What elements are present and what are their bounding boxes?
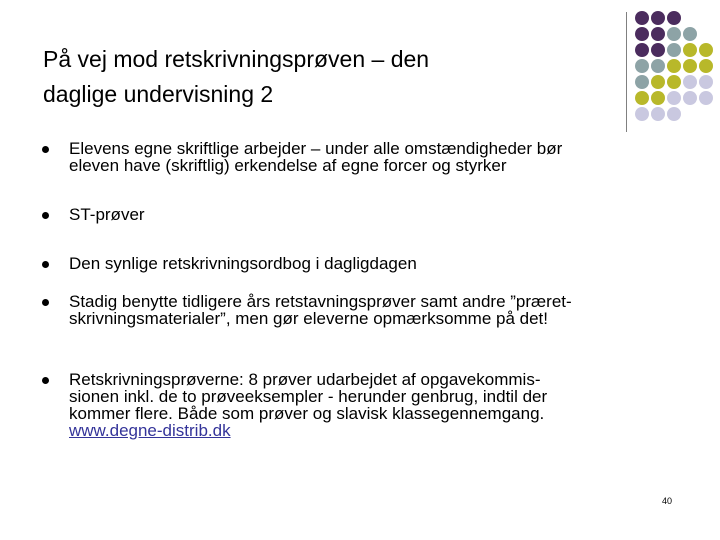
slide-title-line-1: På vej mod retskrivningsprøven – den bbox=[43, 46, 430, 72]
decorative-dot bbox=[699, 91, 713, 105]
decorative-dot bbox=[635, 75, 649, 89]
decorative-dot bbox=[667, 43, 681, 57]
page-number: 40 bbox=[662, 496, 673, 506]
divider-line bbox=[626, 12, 627, 132]
slide-title bbox=[43, 42, 429, 112]
decorative-dot bbox=[683, 59, 697, 73]
decorative-dot bbox=[651, 107, 665, 121]
decorative-dot bbox=[699, 75, 713, 89]
bullet-icon bbox=[42, 146, 49, 153]
decorative-dot bbox=[651, 59, 665, 73]
bullet-icon bbox=[42, 261, 49, 268]
decorative-dot bbox=[667, 75, 681, 89]
list-item-text bbox=[69, 255, 659, 272]
list-item-line: Stadig benytte tidligere års retstavningsprøver samt andre ”præret- bbox=[69, 292, 572, 311]
decorative-dot bbox=[635, 59, 649, 73]
list-item-line: Retskrivningsprøverne: 8 prøver udarbejdet af opgavekommis- bbox=[69, 370, 541, 389]
decorative-dot bbox=[635, 107, 649, 121]
decorative-dot bbox=[699, 59, 713, 73]
decorative-dot bbox=[651, 27, 665, 41]
decorative-dot bbox=[635, 11, 649, 25]
decorative-dot bbox=[683, 75, 697, 89]
list-item-line: kommer flere. Både som prøver og slavisk klassegennemgang. bbox=[69, 404, 545, 423]
decorative-dot bbox=[651, 91, 665, 105]
bullet-icon bbox=[42, 299, 49, 306]
decorative-dot bbox=[667, 27, 681, 41]
list-item-line: skrivningsmaterialer”, men gør eleverne opmærksomme på det! bbox=[69, 309, 549, 328]
decorative-dot bbox=[667, 59, 681, 73]
slide-title-line-2: daglige undervisning 2 bbox=[43, 81, 274, 107]
external-link[interactable]: www.degne-distrib.dk bbox=[69, 421, 231, 440]
decorative-dot bbox=[651, 75, 665, 89]
list-item-text bbox=[69, 206, 659, 223]
bullet-icon bbox=[42, 212, 49, 219]
decorative-dot bbox=[635, 43, 649, 57]
decorative-dot bbox=[683, 91, 697, 105]
decorative-dot bbox=[651, 11, 665, 25]
list-item-line: eleven have (skriftlig) erkendelse af egne forcer og styrker bbox=[69, 156, 507, 175]
list-item-line: Den synlige retskrivningsordbog i dagligdagen bbox=[69, 254, 417, 273]
decorative-dot bbox=[667, 91, 681, 105]
decorative-dot bbox=[667, 11, 681, 25]
decorative-dot bbox=[683, 27, 697, 41]
decorative-dot bbox=[699, 43, 713, 57]
decorative-dot bbox=[667, 107, 681, 121]
list-item-line: Elevens egne skriftlige arbejder – under alle omstændigheder bør bbox=[69, 139, 563, 158]
decorative-dot bbox=[635, 91, 649, 105]
list-item-text bbox=[69, 371, 659, 439]
list-item-line: ST-prøver bbox=[69, 205, 145, 224]
list-item-text bbox=[69, 293, 659, 327]
decorative-dot bbox=[683, 43, 697, 57]
decorative-dot bbox=[651, 43, 665, 57]
list-item-text bbox=[69, 140, 659, 174]
list-item-line: sionen inkl. de to prøveeksempler - herunder genbrug, indtil der bbox=[69, 387, 548, 406]
bullet-icon bbox=[42, 377, 49, 384]
decorative-dot bbox=[635, 27, 649, 41]
